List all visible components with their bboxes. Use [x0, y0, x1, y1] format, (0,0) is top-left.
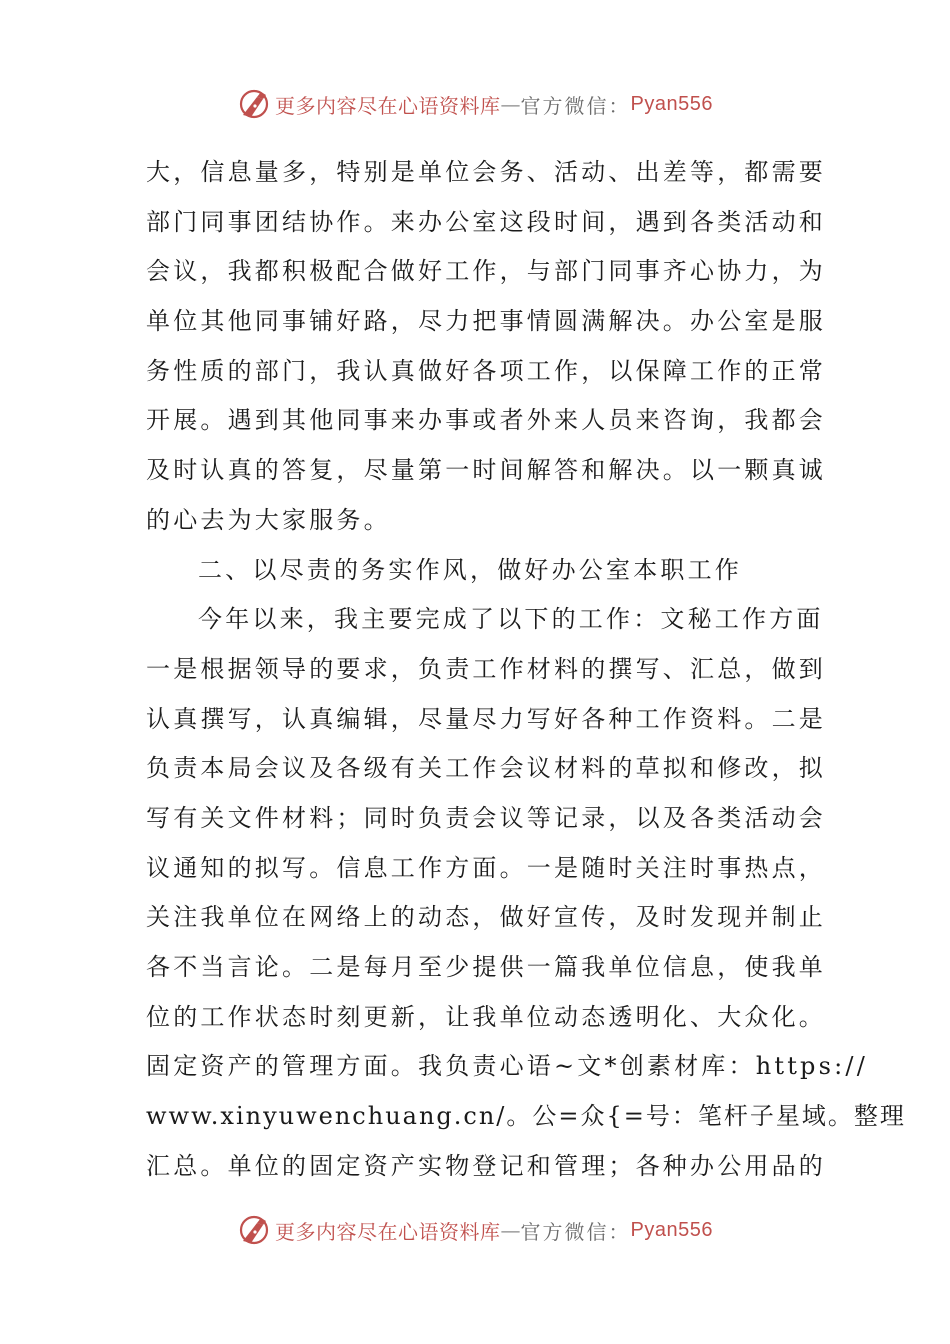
text-line: 部门同事团结协作。来办公室这段时间，遇到各类活动和 — [146, 207, 826, 236]
text-line: www.xinyuwenchuang.cn/。公=众{=号：笔杆子星域。整理 — [146, 1102, 906, 1131]
text-line: 固定资产的管理方面。我负责心语~文*创素材库：https:// — [146, 1052, 868, 1081]
text-line: 单位其他同事铺好路，尽力把事情圆满解决。办公室是服 — [146, 307, 826, 336]
pen-nib-logo-icon — [237, 1213, 271, 1247]
pen-nib-logo-icon — [237, 87, 271, 121]
text-line: 的心去为大家服务。 — [146, 505, 391, 534]
header-wechat-label: 官方微信： — [520, 93, 631, 118]
text-line: 大，信息量多，特别是单位会务、活动、出差等，都需要 — [146, 158, 826, 186]
text-line: 一是根据领导的要求，负责工作材料的撰写、汇总，做到 — [146, 654, 826, 683]
footer-site-name: 更多内容尽在心语资料库 — [275, 1219, 501, 1244]
header-site-name: 更多内容尽在心语资料库 — [275, 93, 501, 118]
text-line: 会议，我都积极配合做好工作，与部门同事齐心协力，为 — [146, 257, 826, 286]
footer-banner — [0, 1208, 950, 1252]
header-separator: — — [500, 92, 521, 116]
header-banner — [0, 82, 950, 126]
footer-wechat-id: Pyan556 — [630, 1218, 713, 1241]
text-line: 关注我单位在网络上的动态，做好宣传，及时发现并制止 — [146, 903, 826, 932]
text-line: 开展。遇到其他同事来办事或者外来人员来咨询，我都会 — [146, 406, 826, 435]
text-line: 各不当言论。二是每月至少提供一篇我单位信息，使我单 — [146, 953, 826, 981]
section-heading: 二、以尽责的务实作风，做好办公室本职工作 — [198, 555, 742, 584]
text-line: 议通知的拟写。信息工作方面。一是随时关注时事热点， — [146, 853, 826, 882]
text-line: 位的工作状态时刻更新，让我单位动态透明化、大众化。 — [146, 1002, 826, 1031]
text-line: 今年以来，我主要完成了以下的工作：文秘工作方面 — [198, 605, 824, 634]
text-line: 负责本局会议及各级有关工作会议材料的草拟和修改，拟 — [146, 754, 826, 783]
text-line: 及时认真的答复，尽量第一时间解答和解决。以一颗真诚 — [146, 456, 826, 485]
document-body — [146, 148, 906, 1191]
text-line: 务性质的部门，我认真做好各项工作，以保障工作的正常 — [146, 356, 826, 385]
footer-separator: — — [500, 1218, 521, 1242]
text-line: 认真撰写，认真编辑，尽量尽力写好各种工作资料。二是 — [146, 704, 826, 733]
footer-wechat-label: 官方微信： — [520, 1219, 631, 1244]
text-line: 汇总。单位的固定资产实物登记和管理；各种办公用品的 — [146, 1151, 826, 1180]
text-line: 写有关文件材料；同时负责会议等记录，以及各类活动会 — [146, 803, 826, 832]
header-wechat-id: Pyan556 — [630, 92, 713, 115]
